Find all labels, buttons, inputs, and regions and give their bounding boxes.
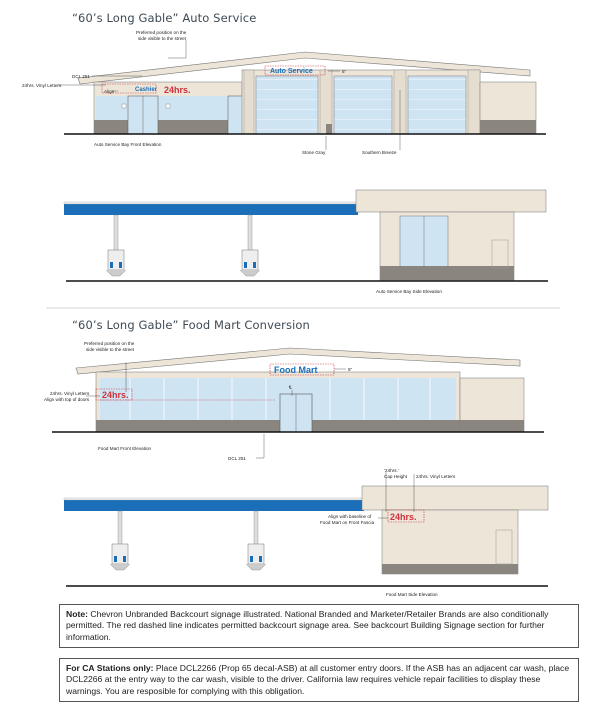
label-vinyl-food: 24hrs. Vinyl Letters — [50, 391, 90, 396]
label-cap-height-1: ‘24hrs.’ — [384, 468, 399, 473]
caption-food-front: Food Mart Front Elevation — [98, 446, 152, 451]
label-vinyl-auto: 24hrs. Vinyl Letters — [22, 83, 62, 88]
label-align-doors: Align with top of doors — [44, 397, 90, 402]
note-box-backcourt — [59, 604, 579, 648]
fuel-pump-4 — [246, 511, 266, 570]
ca-note-lead: For CA Stations only: — [66, 663, 154, 673]
label-dcl-auto: DCL 251 — [72, 74, 90, 79]
caption-auto-side: Auto Service Bay Side Elevation — [376, 289, 442, 294]
label-southern-breeze: Southern Breeze — [362, 150, 397, 155]
fuel-pump-2 — [240, 215, 260, 276]
label-5in-auto: 5" — [342, 69, 347, 74]
label-preferred-auto-2: side visible to the street — [138, 36, 187, 41]
label-align-auto: Align — [104, 89, 115, 94]
label-5in-food: 5" — [348, 367, 353, 372]
sign-food-mart: Food Mart — [274, 365, 318, 375]
label-baseline-1: Align with baseline of — [328, 514, 372, 519]
note-lead: Note: — [66, 609, 88, 619]
note-box-ca-stations — [59, 658, 579, 702]
auto-service-side-elevation — [64, 190, 548, 281]
caption-auto-front: Auto Service Bay Front Elevation — [94, 142, 162, 147]
label-cap-height-2: Cap Height — [384, 474, 407, 479]
label-preferred-food-2: side visible to the street — [86, 347, 135, 352]
label-centerline: ℄ — [289, 385, 292, 390]
note-text: Chevron Unbranded Backcourt signage illustrated. National Branded and Marketer/Retailer Brands are also conditionally permitted. The red dashed line indicates permitted backcourt signage area. See backcourt Building Signage section for further information. — [66, 609, 549, 642]
auto-service-front-elevation — [64, 52, 546, 134]
caption-food-side: Food Mart Side Elevation — [386, 592, 438, 597]
sign-24hrs-food-side: 24hrs. — [390, 512, 417, 522]
sign-24hrs-auto: 24hrs. — [164, 85, 191, 95]
sign-24hrs-food-mart: 24hrs. — [102, 390, 129, 400]
section-title-auto-service: “60’s Long Gable” Auto Service — [72, 11, 257, 25]
label-dcl-food: DCL 251 — [228, 456, 246, 461]
section-title-food-mart: “60’s Long Gable” Food Mart Conversion — [72, 318, 310, 332]
label-preferred-auto-1: Preferred position on the — [136, 30, 187, 35]
label-preferred-food-1: Preferred position on the — [84, 341, 135, 346]
sign-cashier: Cashier — [135, 87, 158, 93]
label-vinyl-food-side: 24hrs. Vinyl Letters — [416, 474, 456, 479]
label-baseline-2: Food Mart on Front Fascia — [320, 520, 375, 525]
label-stone-gray: Stone Gray — [302, 150, 326, 155]
food-mart-side-elevation — [64, 486, 548, 586]
fuel-pump-1 — [106, 215, 126, 276]
fuel-pump-3 — [110, 511, 130, 570]
ca-note-text: Place DCL2266 (Prop 65 decal-ASB) at all customer entry doors. If the ASB has an adjacent car wash, place DCL2266 at the entry way to the car wash, visible to the driver. California law requires vehicle repair facilities to display these warnings. You are resposible for complying with this obligation. — [66, 663, 570, 696]
sign-auto-service: Auto Service — [270, 68, 313, 75]
